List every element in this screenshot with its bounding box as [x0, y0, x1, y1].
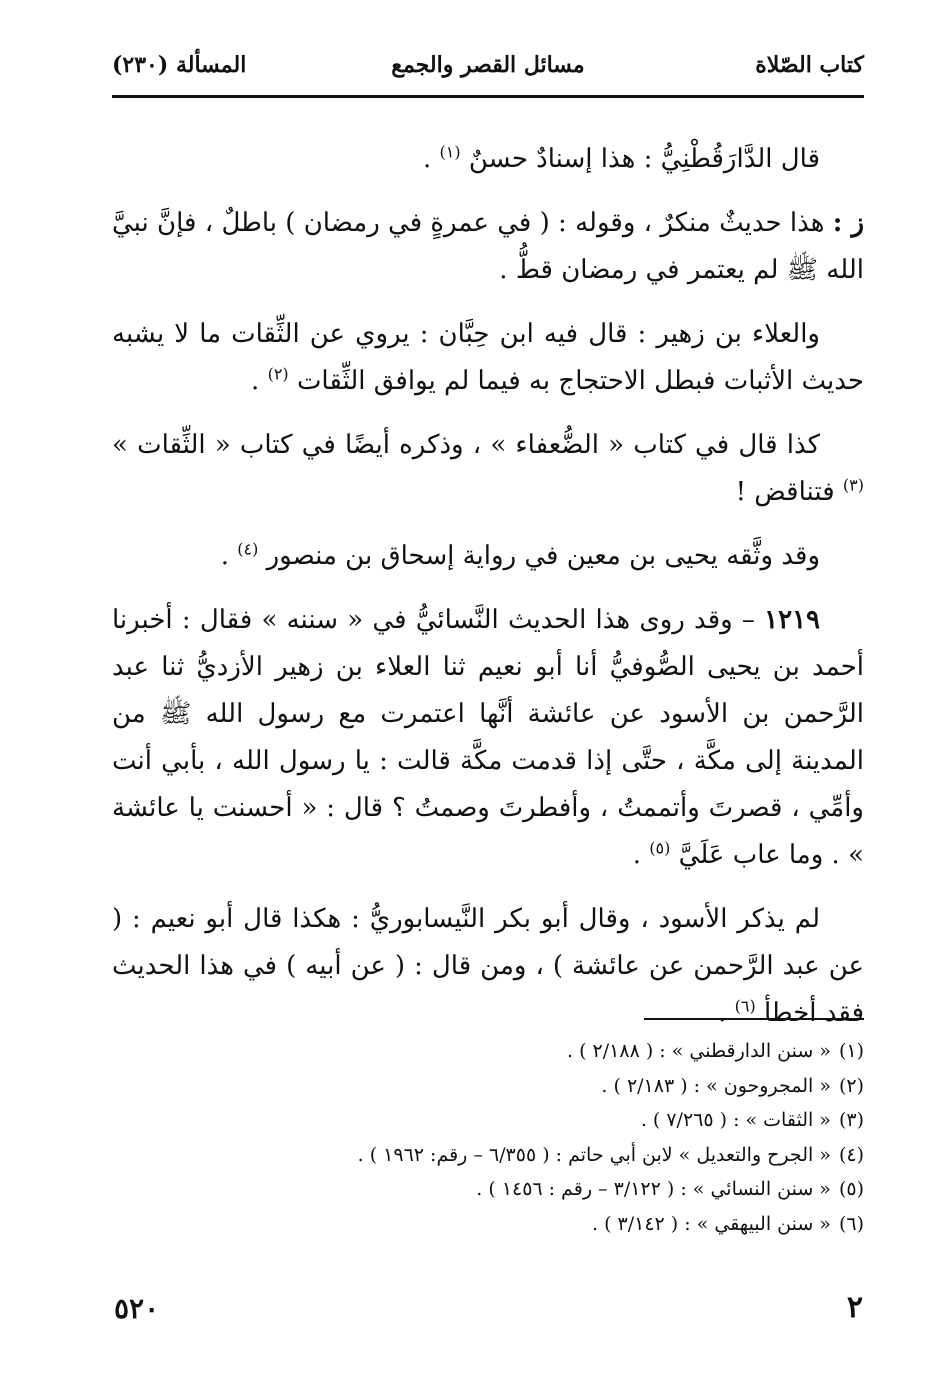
paragraph-text: لم يذكر الأسود ، وقال أبو بكر النَّيسابوريُّ : هكذا قال أبو نعيم : ( عن عبد الرَّحمن عن عائشة ) ، ومن قال : ( عن أبيه ) في هذا الحديث فقد أخطأ: [112, 904, 864, 1028]
paragraph-4: [112, 422, 864, 516]
paragraph-1: [112, 136, 864, 183]
footnote-text: « سنن البيهقي » : ( ٣/١٤٢ ) .: [592, 1212, 831, 1235]
page-number: ٥٢٠: [114, 1292, 160, 1325]
footnote-item: [112, 1069, 864, 1104]
footnote-item: [112, 1207, 864, 1242]
footnote-text: « المجروحون » : ( ٢/١٨٣ ) .: [601, 1074, 831, 1097]
footnote-number: (٢): [838, 1074, 864, 1097]
footnote-ref[interactable]: (٤): [237, 539, 259, 559]
paragraph-text: وقد وثَّقه يحيى بن معين في رواية إسحاق بن منصور: [266, 541, 820, 571]
footnote-text: « الجرح والتعديل » لابن أبي حاتم : ( ٦/٣٥٥ – رقم: ١٩٦٢ ) .: [357, 1143, 831, 1166]
paragraph-tail: .: [251, 366, 260, 396]
paragraph-3: [112, 311, 864, 405]
footnote-divider: [644, 1018, 864, 1020]
header-chapter-title: مسائل القصر والجمع: [391, 52, 585, 78]
footnotes: [112, 1034, 864, 1241]
paragraph-5: [112, 533, 864, 580]
footnote-item: [112, 1138, 864, 1173]
footnote-text: « الثقات » : ( ٧/٢٦٥ ) .: [640, 1109, 831, 1131]
paragraph-text: – وقد روى هذا الحديث النَّسائيُّ في « سننه » فقال : أخبرنا أحمد بن يحيى الصُّوفيُّ أنا أبو نعيم ثنا العلاء بن زهير الأزديُّ ثنا عبد الرَّحمن بن الأسود عن عائشة أنَّها اعتمرت مع رسول الله ﷺ من المدينة إلى مكَّة ، حتَّى إذا قدمت مكَّة قالت : يا رسول الله ، بأبي أنت وأمِّي ، قصرتَ وأتممتُ ، وأفطرتَ وصمتُ ؟ قال : « أحسنت يا عائشة » . وما عاب عَلَيَّ: [112, 605, 864, 870]
paragraph-tail: فتناقض !: [735, 477, 835, 507]
paragraph-tail: .: [632, 840, 642, 870]
footnote-item: [112, 1034, 864, 1069]
main-text: [112, 136, 864, 1054]
paragraph-7: [112, 896, 864, 1037]
footnote-item: [112, 1103, 864, 1138]
footnote-text: « سنن النسائي » : ( ٣/١٢٢ – رقم : ١٤٥٦ ) .: [476, 1178, 831, 1200]
paragraph-6: [112, 597, 864, 879]
paragraph-tail: .: [220, 541, 229, 571]
paragraph-tail: .: [422, 144, 432, 174]
footnote-ref[interactable]: (٣): [842, 475, 864, 495]
footnote-item: [112, 1172, 864, 1207]
paragraph-marker: ز :: [832, 208, 864, 238]
footnote-text: « سنن الدارقطني » : ( ٢/١٨٨ ) .: [567, 1040, 831, 1062]
footnote-ref[interactable]: (٥): [649, 838, 671, 858]
paragraph-text: قال الدَّارَقُطْنِيُّ : هذا إسنادٌ حسنٌ: [468, 144, 820, 174]
paragraph-tail: .: [718, 998, 727, 1028]
paragraph-text: والعلاء بن زهير : قال فيه ابن حِبَّان : يروي عن الثِّقات ما لا يشبه حديث الأثبات فبطل الاحتجاج به فيما لم يوافق الثِّقات: [112, 319, 864, 396]
paragraph-2: [112, 200, 864, 294]
footnote-number: (٣): [838, 1109, 864, 1131]
paragraph-text: هذا حديثٌ منكرٌ ، وقوله : ( في عمرةٍ في رمضان ) باطلٌ ، فإنَّ نبيَّ الله ﷺ لم يعتمر في رمضان قطُّ .: [112, 208, 864, 285]
footnote-number: (٥): [838, 1178, 864, 1200]
footnote-ref[interactable]: (٢): [267, 364, 289, 384]
footnote-number: (١): [838, 1040, 864, 1062]
header-issue-number: المسألة (٢٣٠): [112, 52, 247, 78]
hadith-number: ١٢١٩: [764, 605, 820, 635]
footnote-ref[interactable]: (١): [439, 142, 461, 162]
paragraph-text: كذا قال في كتاب « الضُّعفاء » ، وذكره أيضًا في كتاب « الثِّقات »: [112, 430, 820, 460]
volume-number: ٢: [846, 1290, 863, 1325]
footnote-ref[interactable]: (٦): [734, 996, 756, 1016]
footnote-number: (٤): [838, 1143, 864, 1166]
footnote-number: (٦): [838, 1212, 864, 1235]
header-divider: [112, 95, 864, 98]
header-book-title: كتاب الصّلاة: [755, 52, 864, 78]
running-header: [112, 48, 864, 88]
